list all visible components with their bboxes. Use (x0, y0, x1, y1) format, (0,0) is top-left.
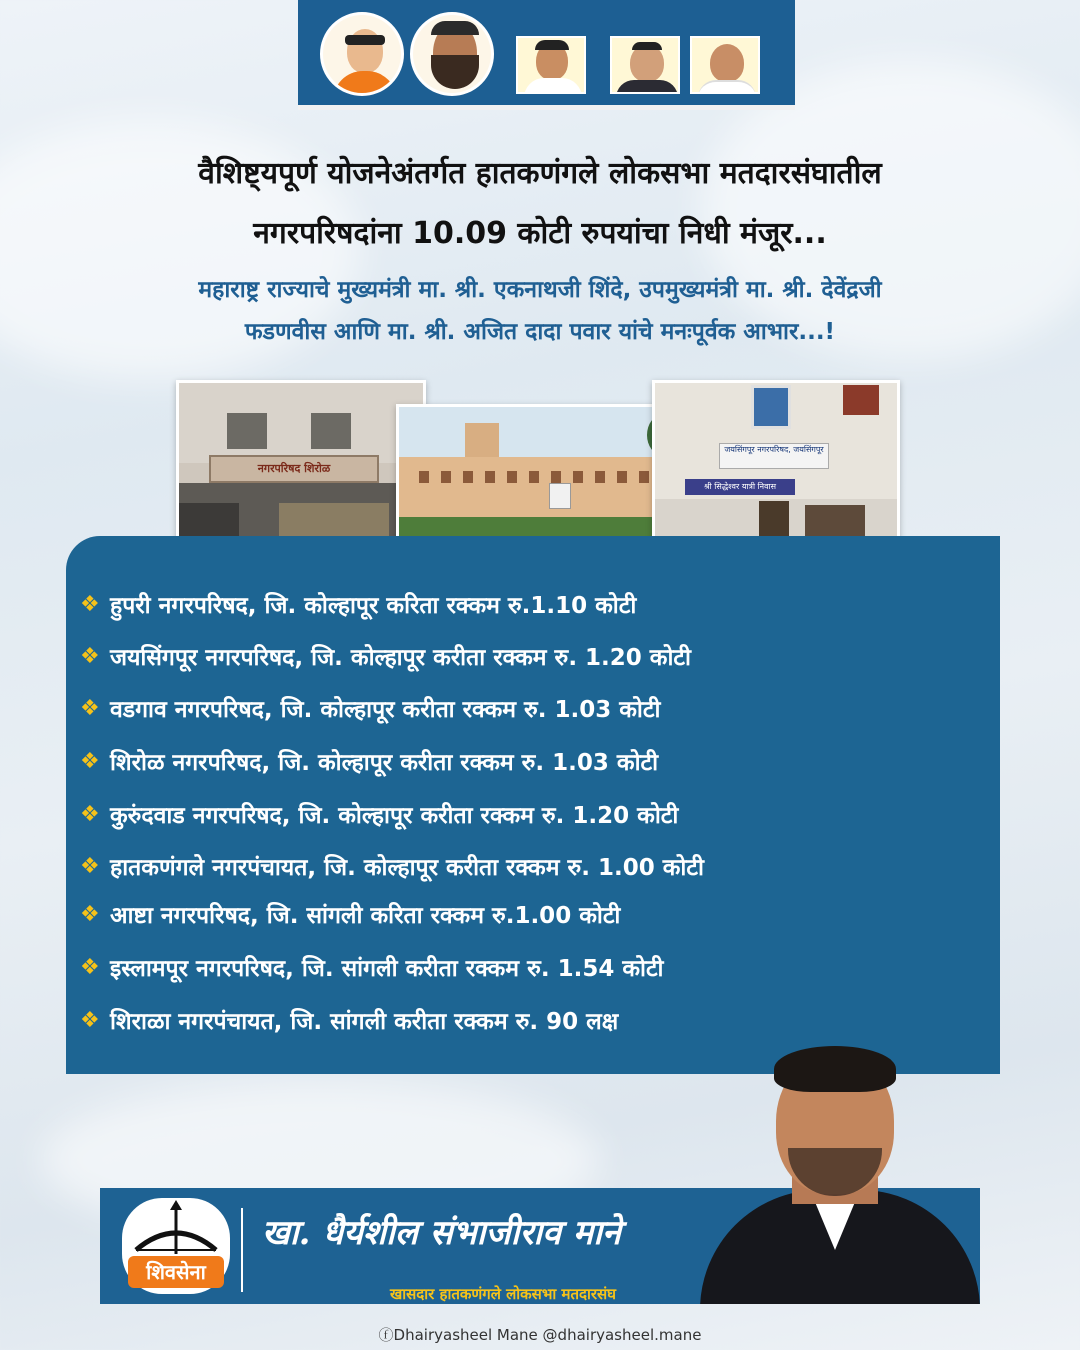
footer-divider (241, 1208, 243, 1292)
list-item-text: हुपरी नगरपरिषद, जि. कोल्हापूर करिता रक्कम रु.1.10 कोटी (110, 593, 637, 619)
list-item (80, 633, 1010, 679)
diamond-bullet-icon: ❖ (80, 901, 100, 927)
list-item-text: शिराळा नगरपंचायत, जि. सांगली करीता रक्कम रु. 90 लक्ष (110, 1009, 619, 1035)
diamond-bullet-icon: ❖ (80, 748, 100, 774)
list-item (80, 843, 1010, 889)
list-item (80, 944, 1010, 990)
mp-portrait (700, 1040, 980, 1304)
leader-portrait-5 (690, 36, 760, 94)
diamond-bullet-icon: ❖ (80, 853, 100, 879)
diamond-bullet-icon: ❖ (80, 1007, 100, 1033)
leader-portrait-4 (610, 36, 680, 94)
leader-portrait-1 (320, 12, 404, 96)
leader-portrait-3 (516, 36, 586, 94)
headline-line-1: वैशिष्ट्यपूर्ण योजनेअंतर्गत हातकणंगले लोकसभा मतदारसंघातील (198, 156, 882, 191)
list-item (80, 891, 1010, 937)
list-item-text: इस्लामपूर नगरपरिषद, जि. सांगली करीता रक्कम रु. 1.54 कोटी (110, 956, 664, 982)
list-item (80, 791, 1010, 837)
diamond-bullet-icon: ❖ (80, 801, 100, 827)
social-handles: ⓕDhairyasheel Mane @dhairyasheel.mane (378, 1326, 702, 1344)
thanks-line-2: फडणवीस आणि मा. श्री. अजित दादा पवार यांचे मनःपूर्वक आभार...! (244, 319, 836, 345)
diamond-bullet-icon: ❖ (80, 954, 100, 980)
diamond-bullet-icon: ❖ (80, 643, 100, 669)
list-item (80, 581, 1010, 627)
list-item-text: जयसिंगपूर नगरपरिषद, जि. कोल्हापूर करीता रक्कम रु. 1.20 कोटी (110, 645, 691, 671)
diamond-bullet-icon: ❖ (80, 695, 100, 721)
headline-line-2: नगरपरिषदांना 10.09 कोटी रुपयांचा निधी मंजूर... (253, 216, 827, 251)
list-item (80, 738, 1010, 784)
leader-portraits-banner (298, 0, 795, 110)
list-item (80, 685, 1010, 731)
hall-sign: श्री सिद्धेश्वर यात्री निवास (685, 479, 795, 495)
diamond-bullet-icon: ❖ (80, 591, 100, 617)
shirol-sign: नगरपरिषद शिरोळ (209, 455, 379, 483)
list-item-text: वडगाव नगरपरिषद, जि. कोल्हापूर करीता रक्कम रु. 1.03 कोटी (110, 697, 661, 723)
list-item (80, 997, 1010, 1043)
list-item-text: कुरुंदवाड नगरपरिषद, जि. कोल्हापूर करीता रक्कम रु. 1.20 कोटी (110, 803, 679, 829)
thanks-line-1: महाराष्ट्र राज्याचे मुख्यमंत्री मा. श्री. एकनाथजी शिंदे, उपमुख्यमंत्री मा. श्री. देवेंद्रजी (198, 277, 882, 303)
jaysingpur-sign: जयसिंगपूर नगरपरिषद, जयसिंगपूर (719, 443, 829, 469)
party-logo-text: शिवसेना (128, 1256, 224, 1288)
leader-portrait-2 (410, 12, 494, 96)
list-item-text: आष्टा नगरपरिषद, जि. सांगली करिता रक्कम रु.1.00 कोटी (110, 903, 621, 929)
mp-signature: खा. धैर्यशील संभाजीराव माने (262, 1213, 621, 1253)
list-item-text: शिरोळ नगरपरिषद, जि. कोल्हापूर करीता रक्कम रु. 1.03 कोटी (110, 750, 659, 776)
mp-designation: खासदार हातकणंगले लोकसभा मतदारसंघ (390, 1285, 616, 1303)
list-item-text: हातकणंगले नगरपंचायत, जि. कोल्हापूर करीता रक्कम रु. 1.00 कोटी (110, 855, 704, 881)
